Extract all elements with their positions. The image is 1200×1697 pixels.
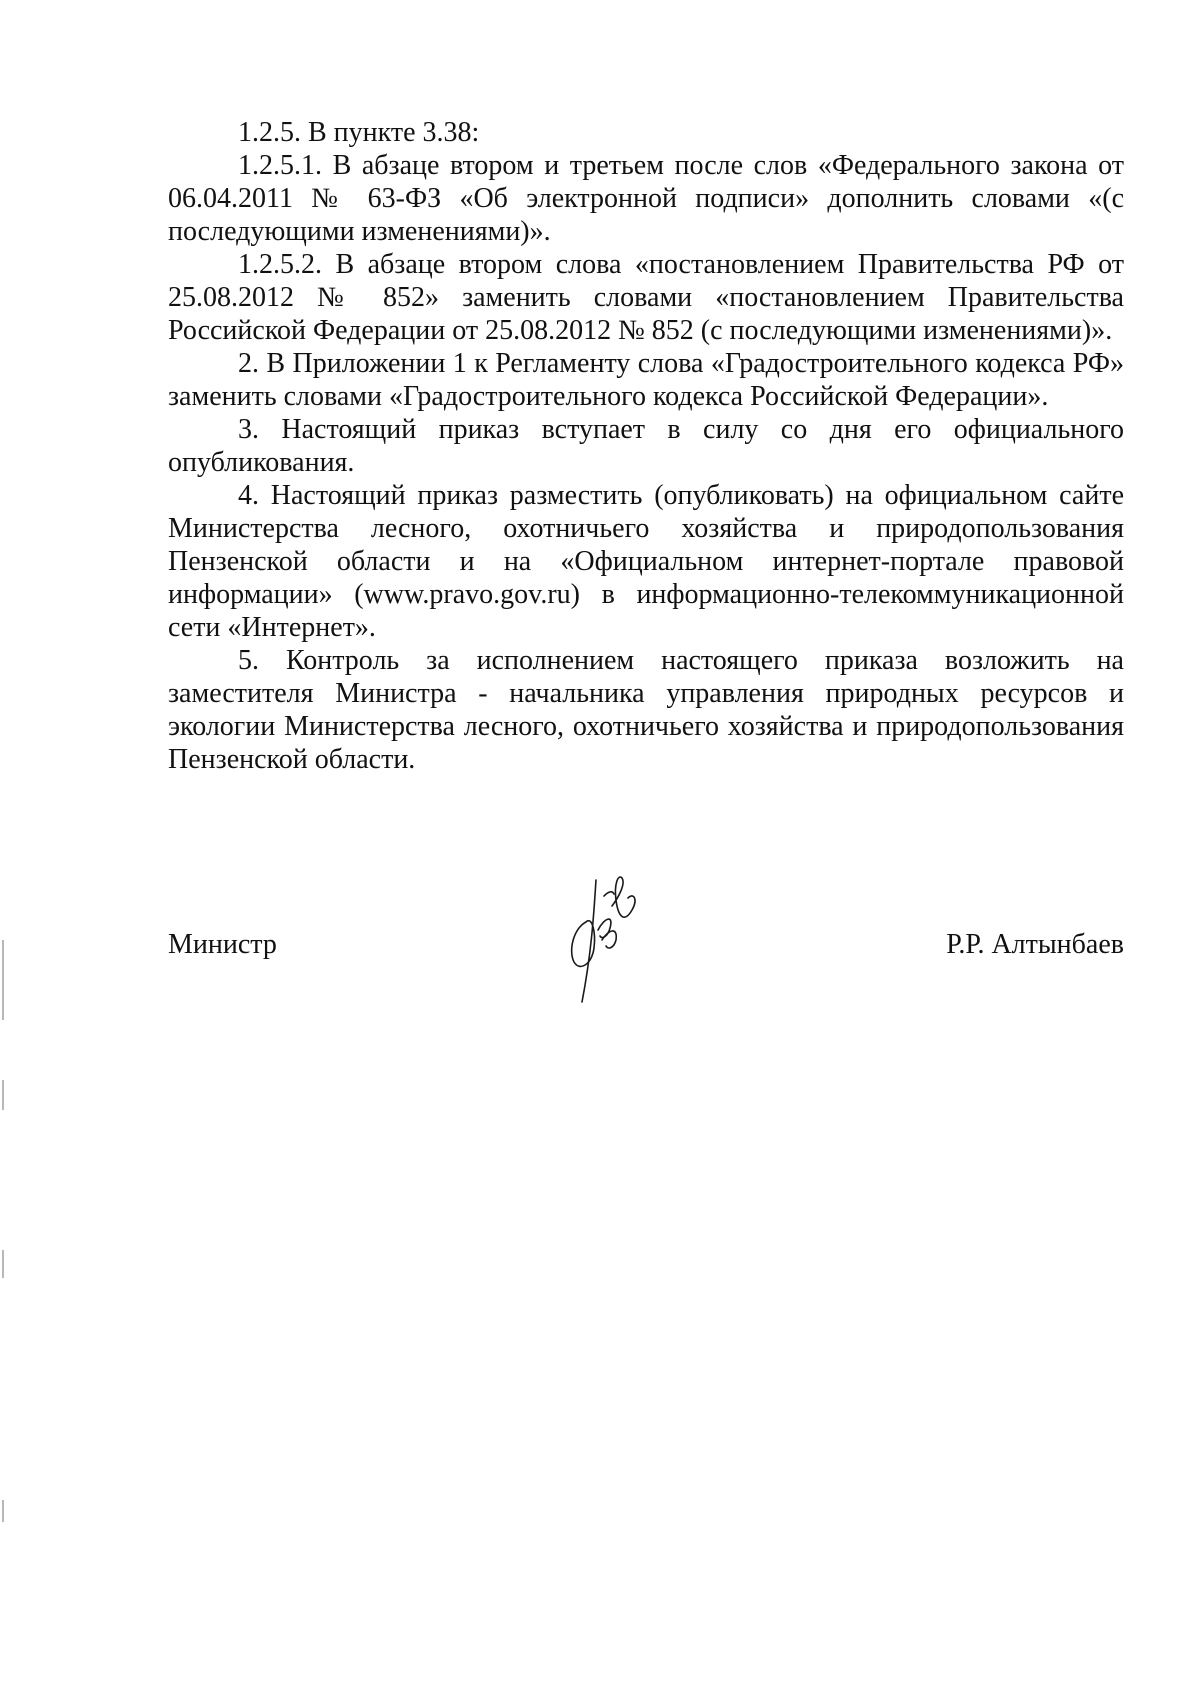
scan-edge-mark	[2, 940, 4, 1020]
scan-edge-mark	[2, 1080, 4, 1110]
handwritten-signature	[552, 870, 652, 1005]
scan-edge-mark	[2, 1250, 4, 1278]
paragraph-1-2-5-2: 1.2.5.2. В абзаце втором слова «постановлением Правительства РФ от 25.08.2012 № 852» заменить словами «постановлением Правительства Российской Федерации от 25.08.2012 № 852 (с последующими изменениями)».	[168, 249, 1124, 346]
document-body	[168, 116, 1124, 776]
paragraph-2: 2. В Приложении 1 к Регламенту слова «Градостроительного кодекса РФ» заменить словами «Градостроительного кодекса Российской Федерации».	[168, 348, 1124, 412]
paragraph-1-2-5: 1.2.5. В пункте 3.38:	[238, 117, 480, 148]
paragraph-1-2-5-1: 1.2.5.1. В абзаце втором и третьем после слов «Федерального закона от 06.04.2011 № 63-ФЗ «Об электронной подписи» дополнить словами «(с последующими изменениями)».	[168, 150, 1124, 247]
signatory-name: Р.Р. Алтынбаев	[946, 929, 1124, 960]
scan-edge-mark	[2, 1500, 4, 1522]
paragraph-3: 3. Настоящий приказ вступает в силу со дня его официального опубликования.	[168, 414, 1124, 478]
paragraph-4: 4. Настоящий приказ разместить (опубликовать) на официальном сайте Министерства лесного, охотничьего хозяйства и природопользования Пензенской области и на «Официальном интернет-портале правовой информации» (www.pravo.gov.ru) в информационно-телекоммуникационной сети «Интернет».	[168, 480, 1124, 643]
paragraph-5: 5. Контроль за исполнением настоящего приказа возложить на заместителя Министра - начальника управления природных ресурсов и экологии Министерства лесного, охотничьего хозяйства и природопользования Пензенской области.	[168, 645, 1124, 775]
signatory-role: Министр	[168, 929, 277, 960]
